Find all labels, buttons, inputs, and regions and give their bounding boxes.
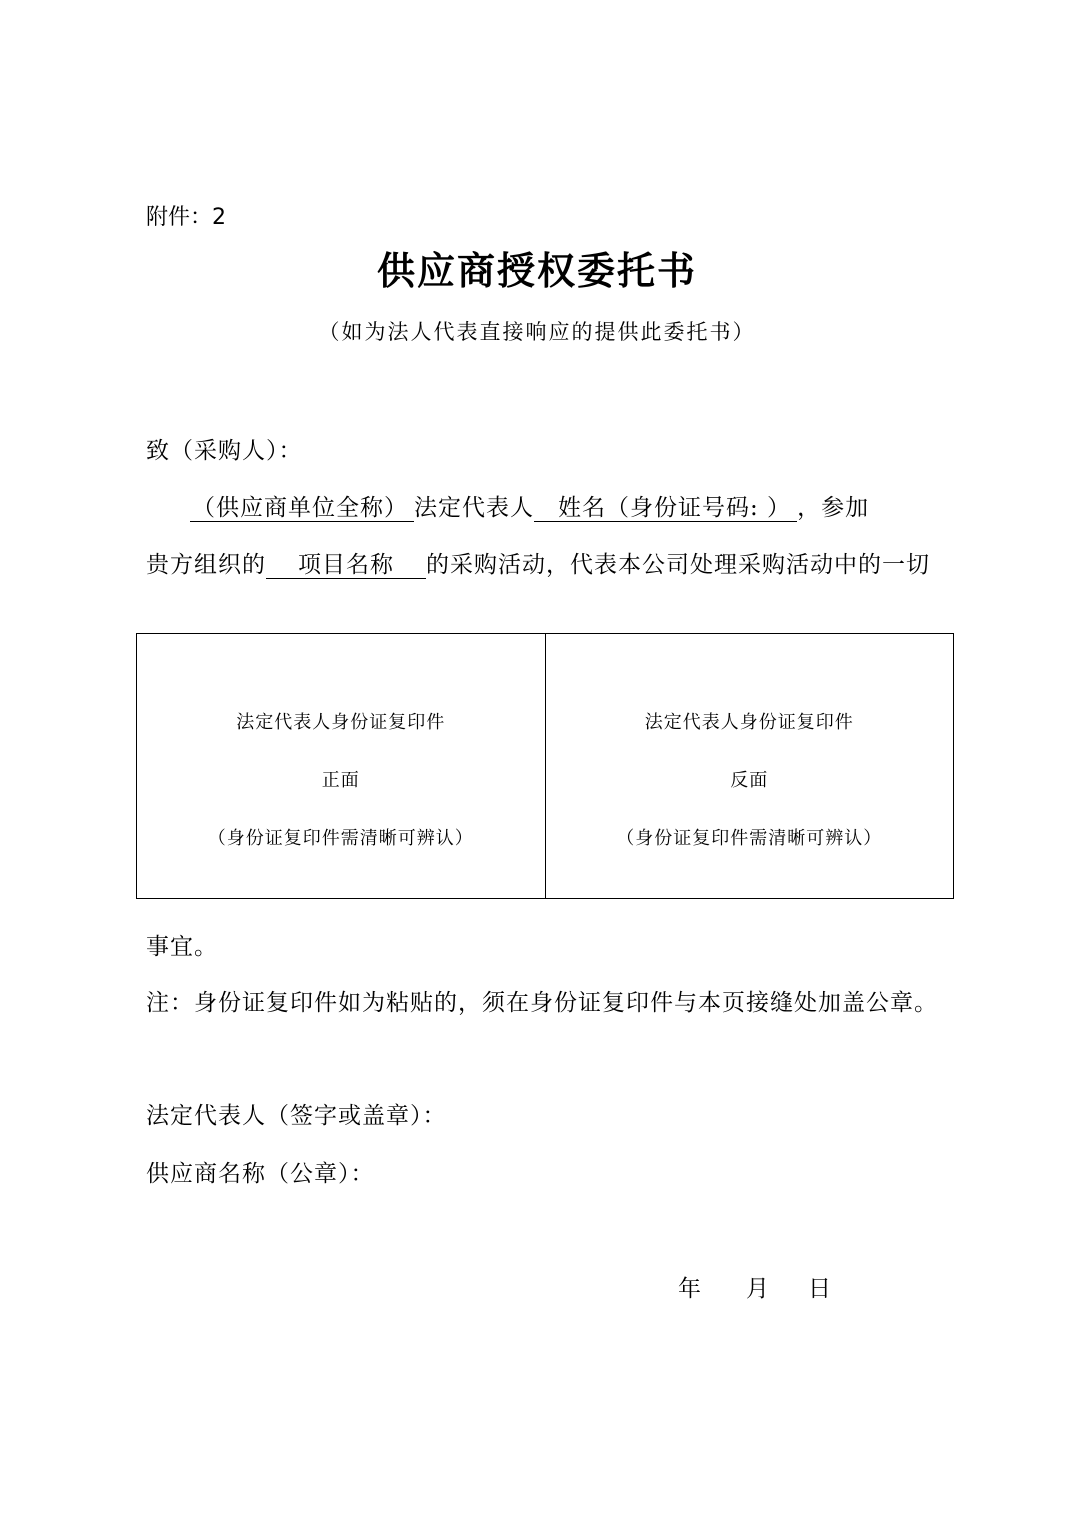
legal-rep-text: 法定代表人 [414,495,534,521]
id-front-requirement: （身份证复印件需清晰可辨认） [207,828,474,849]
date-month: 月 [746,1276,770,1302]
id-back-requirement: （身份证复印件需清晰可辨认） [616,828,883,849]
legal-rep-signature-label: 法定代表人（签字或盖章）： [146,1103,447,1129]
authorization-line-1 [146,489,869,522]
activity-text: 的采购活动，代表本公司处理采购活动中的一切 [426,552,930,578]
id-front-title: 法定代表人身份证复印件 [236,712,446,733]
supplier-seal-label: 供应商名称（公章）： [146,1161,375,1187]
project-name-blank: 项目名称 [266,552,426,579]
organized-text: 贵方组织的 [146,552,266,578]
date-line [678,1270,832,1303]
rep-name-id-blank: 姓名（身份证号码: ） [534,495,797,522]
id-back-title: 法定代表人身份证复印件 [644,712,854,733]
date-year: 年 [678,1276,702,1302]
recipient-line: 致（采购人）： [146,438,303,464]
document-title: 供应商授权委托书 [376,248,697,293]
supplier-name-blank: （供应商单位全称） [190,495,414,522]
date-day: 日 [808,1276,832,1302]
id-back-side: 反面 [730,770,769,791]
participate-text: ，参加 [797,495,870,521]
note-text: 注：身份证复印件如为粘贴的，须在身份证复印件与本页接缝处加盖公章。 [146,990,938,1016]
document-subtitle: （如为法人代表直接响应的提供此委托书） [318,320,756,344]
id-copy-table [136,633,954,899]
attachment-label: 附件：2 [146,205,226,230]
authorization-line-2 [146,546,930,579]
id-front-cell [137,634,545,898]
id-back-cell [545,634,954,898]
matters-text: 事宜。 [146,934,218,960]
id-front-side: 正面 [321,770,360,791]
